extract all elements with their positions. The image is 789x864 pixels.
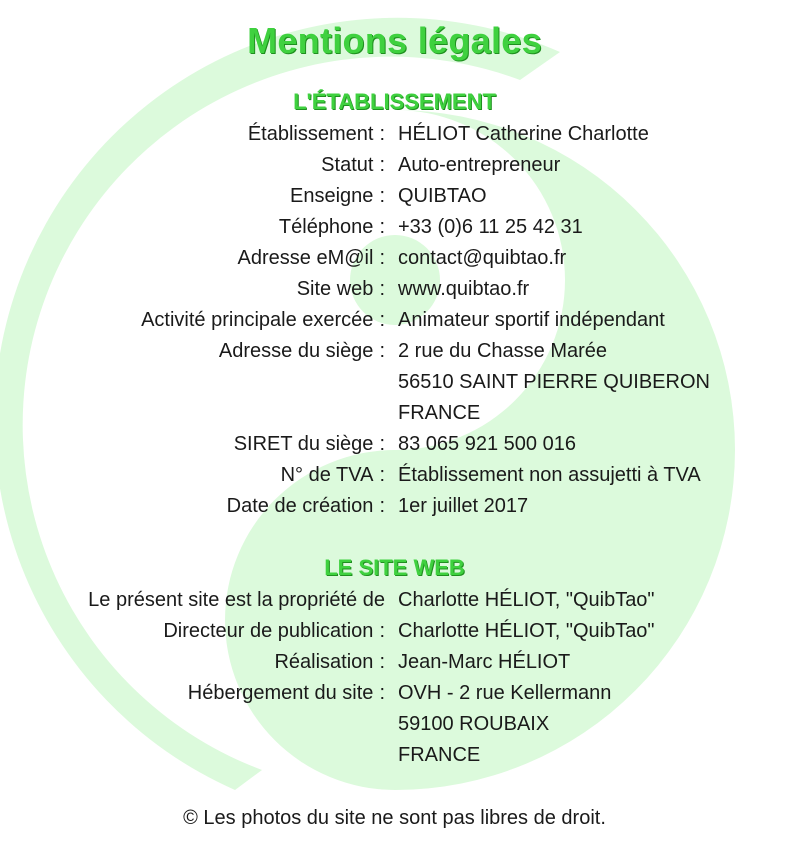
field-value: 56510 SAINT PIERRE QUIBERON: [398, 371, 710, 393]
field-label: Réalisation :: [274, 651, 385, 673]
section-heading-etablissement: L'ÉTABLISSEMENT: [293, 89, 496, 114]
etablissement-row: [0, 336, 789, 367]
field-value: Établissement non assujetti à TVA: [398, 464, 701, 486]
etablissement-row: [0, 491, 789, 522]
etablissement-row: [0, 212, 789, 243]
etablissement-row: [0, 305, 789, 336]
etablissement-row: [0, 367, 789, 398]
field-label: Site web :: [296, 278, 385, 300]
etablissement-row: [0, 398, 789, 429]
field-label: Statut :: [321, 154, 385, 176]
site-web-row: [0, 740, 789, 771]
site-web-row: [0, 616, 789, 647]
site-web-row: [0, 709, 789, 740]
field-value: OVH - 2 rue Kellermann: [398, 682, 612, 704]
field-value: www.quibtao.fr: [398, 278, 530, 300]
field-label: Téléphone :: [278, 216, 385, 238]
field-label: Le présent site est la propriété de: [88, 589, 385, 611]
field-value: Auto-entrepreneur: [398, 154, 561, 176]
field-value: Charlotte HÉLIOT, "QuibTao": [398, 589, 655, 611]
etablissement-row: [0, 150, 789, 181]
page-title: Mentions légales: [247, 20, 542, 61]
field-value: 83 065 921 500 016: [398, 433, 576, 455]
field-label: SIRET du siège :: [233, 433, 385, 455]
field-label: Adresse eM@il :: [237, 247, 385, 269]
field-label: Date de création :: [226, 495, 385, 517]
field-label: N° de TVA :: [280, 464, 385, 486]
field-label: Enseigne :: [290, 185, 385, 207]
etablissement-row: [0, 181, 789, 212]
field-value: Jean-Marc HÉLIOT: [398, 651, 571, 673]
field-value: +33 (0)6 11 25 42 31: [398, 216, 583, 238]
field-value: QUIBTAO: [398, 185, 487, 207]
etablissement-row: [0, 119, 789, 150]
copyright-notice: © Les photos du site ne sont pas libres de droit.: [183, 807, 606, 829]
field-value: HÉLIOT Catherine Charlotte: [398, 123, 649, 145]
etablissement-row: [0, 460, 789, 491]
field-label: Adresse du siège :: [218, 340, 385, 362]
field-value: 2 rue du Chasse Marée: [398, 340, 608, 362]
field-value: FRANCE: [398, 744, 481, 766]
field-value: 59100 ROUBAIX: [398, 713, 550, 735]
field-label: Activité principale exercée :: [141, 309, 385, 331]
field-value: Animateur sportif indépendant: [398, 309, 665, 331]
etablissement-row: [0, 274, 789, 305]
field-label: Établissement :: [247, 123, 385, 145]
site-web-row: [0, 647, 789, 678]
field-value: FRANCE: [398, 402, 481, 424]
field-value: 1er juillet 2017: [398, 495, 529, 517]
field-label: Hébergement du site :: [187, 682, 385, 704]
etablissement-row: [0, 243, 789, 274]
section-heading-site-web: LE SITE WEB: [324, 555, 465, 580]
site-web-row: [0, 678, 789, 709]
field-value: Charlotte HÉLIOT, "QuibTao": [398, 620, 655, 642]
field-label: Directeur de publication :: [163, 620, 385, 642]
site-web-row: [0, 585, 789, 616]
etablissement-row: [0, 429, 789, 460]
field-value: contact@quibtao.fr: [398, 247, 567, 269]
